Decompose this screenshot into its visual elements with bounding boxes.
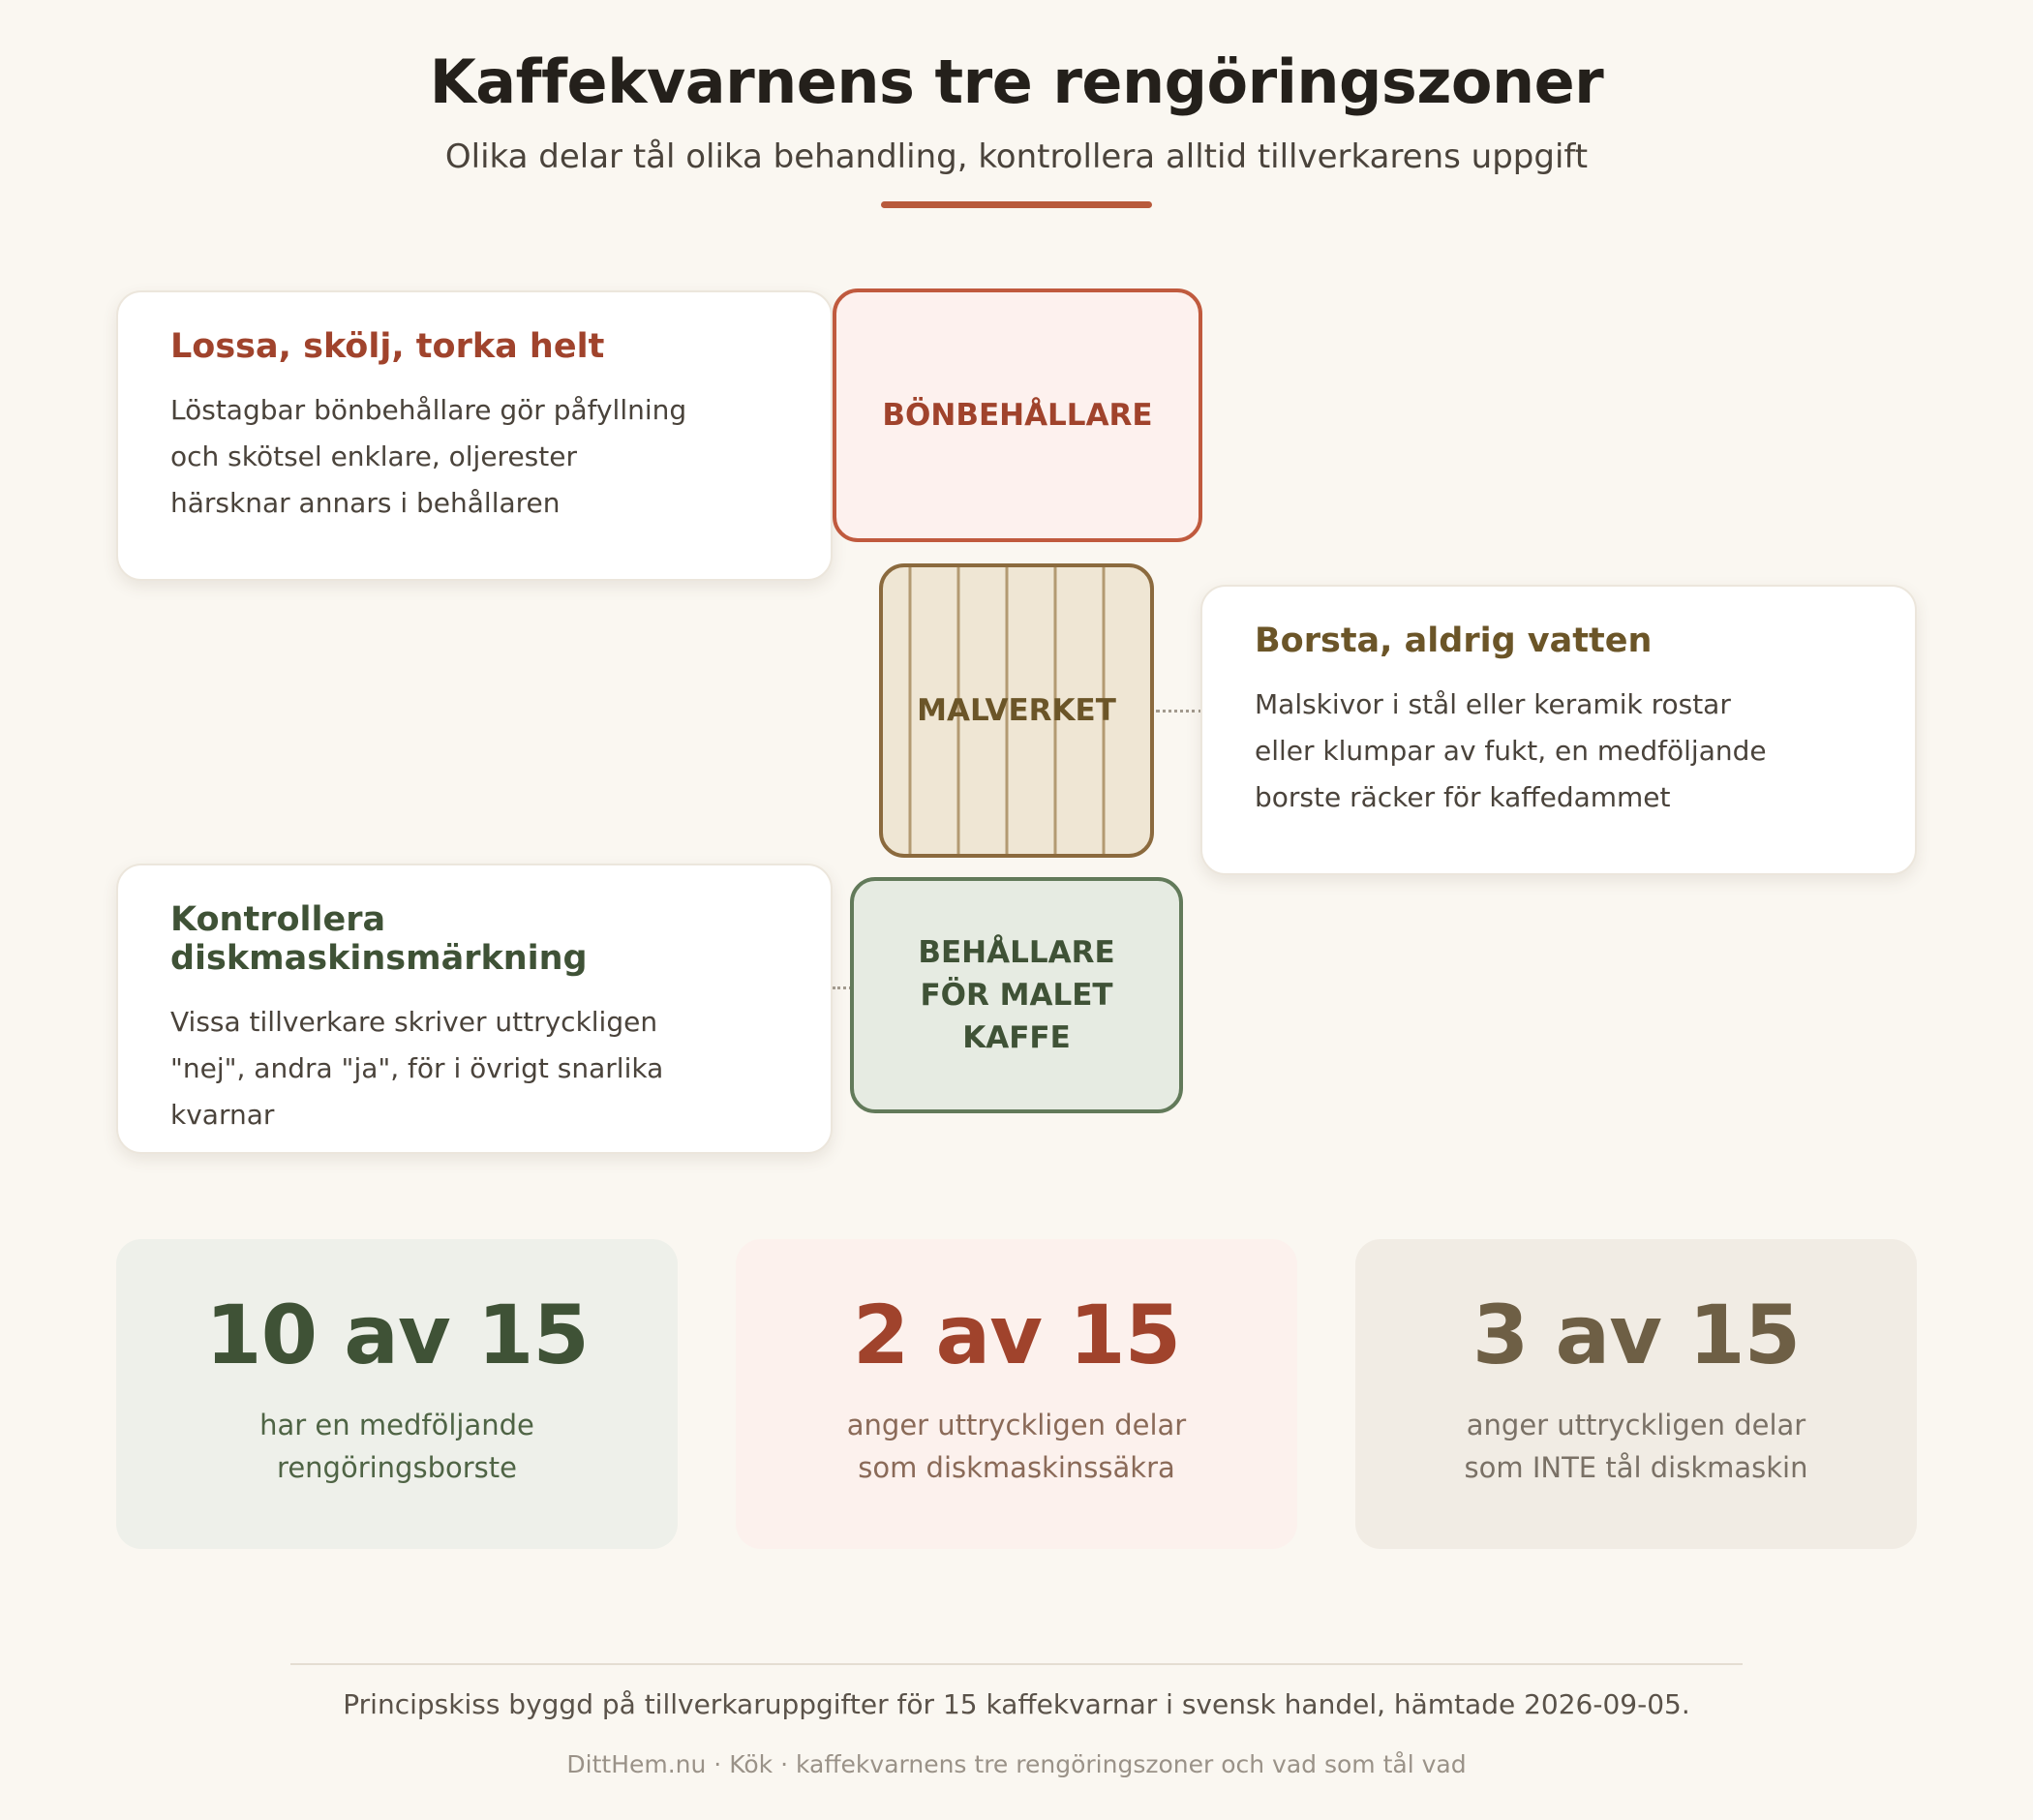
page-subtitle: Olika delar tål olika behandling, kontrollera alltid tillverkarens uppgift	[444, 137, 1589, 176]
page-title: Kaffekvarnens tre rengöringszoner	[429, 46, 1604, 117]
stat-value-not-dishwasher-safe: 3 av 15	[1472, 1288, 1801, 1382]
stat-desc-not-dishwasher-safe: anger uttryckligen delar som INTE tål diskmaskin	[1464, 1409, 1808, 1484]
grinder-zone	[879, 563, 1154, 858]
bean-hopper-card	[116, 290, 833, 581]
grinder-connector	[1156, 710, 1202, 713]
grinder-card-text: Malskivor i stål eller keramik rostar eller klumpar av fukt, en medföljande borste räcker för kaffedammet	[1255, 688, 1767, 813]
stat-desc-brush: har en medföljande rengöringsborste	[259, 1409, 534, 1484]
bean-hopper-label: BÖNBEHÅLLARE	[882, 398, 1153, 433]
stat-value-brush: 10 av 15	[205, 1288, 589, 1382]
stat-value-dishwasher-safe: 2 av 15	[852, 1288, 1181, 1382]
grinder-card-title: Borsta, aldrig vatten	[1255, 622, 1653, 660]
stat-desc-dishwasher-safe: anger uttryckligen delar som diskmaskinssäkra	[846, 1409, 1187, 1484]
grounds-container-card-text: Vissa tillverkare skriver uttryckligen "nej", andra "ja", för i övrigt snarlika kvarnar	[170, 1006, 664, 1131]
bean-hopper-card-text: Löstagbar bönbehållare gör påfyllning och skötsel enklare, oljerester härsknar annars i behållaren	[170, 394, 687, 519]
stat-card-brush	[116, 1239, 678, 1549]
title-underline	[881, 201, 1152, 208]
stat-card-not-dishwasher-safe	[1355, 1239, 1917, 1549]
footer-divider	[290, 1663, 1743, 1665]
credit-line: DittHem.nu · Kök · kaffekvarnens tre rengöringszoner och vad som tål vad	[566, 1750, 1467, 1778]
grounds-container-card-title: Kontrollera diskmaskinsmärkning	[170, 900, 588, 978]
grounds-container-zone	[850, 877, 1183, 1113]
source-note: Principskiss byggd på tillverkaruppgifter för 15 kaffekvarnar i svensk handel, hämtade 2026-09-05.	[343, 1688, 1690, 1720]
grounds-container-label: BEHÅLLARE FÖR MALET KAFFE	[918, 935, 1115, 1055]
grinder-card	[1200, 585, 1917, 875]
grounds-container-card	[116, 864, 833, 1154]
stat-card-dishwasher-safe	[736, 1239, 1297, 1549]
grounds-container-connector	[833, 986, 852, 989]
bean-hopper-zone	[833, 288, 1202, 542]
bean-hopper-card-title: Lossa, skölj, torka helt	[170, 327, 605, 366]
grinder-label: MALVERKET	[917, 693, 1116, 728]
